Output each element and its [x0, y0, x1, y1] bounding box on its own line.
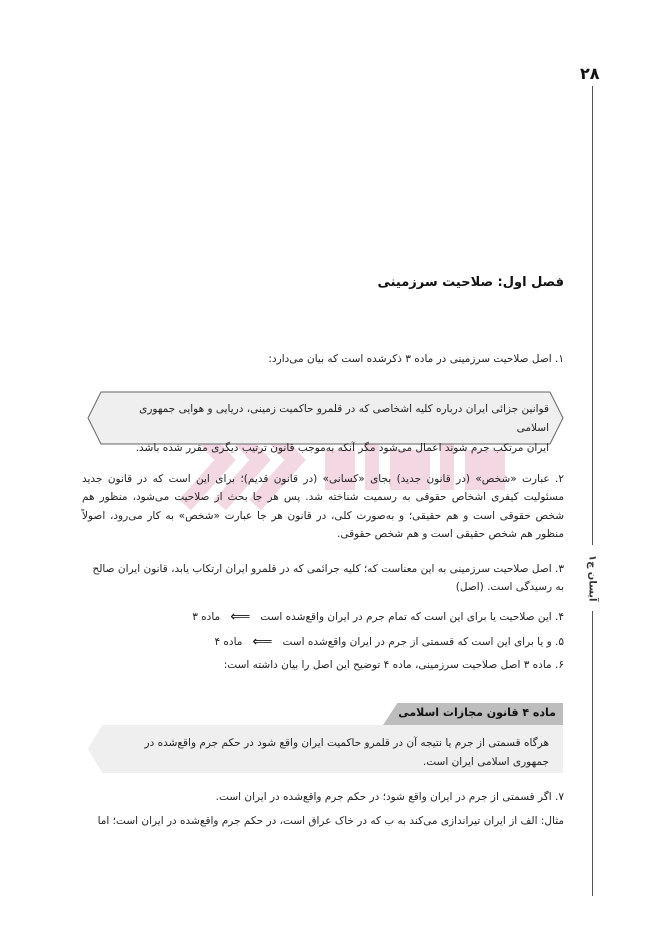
article-title: ماده ۴ قانون مجازات اسلامی [398, 706, 556, 719]
paragraph-5 [214, 630, 564, 655]
paragraph-5-text: ۵. و یا برای این است که قسمتی از جرم در ایران واقع‌شده است [282, 636, 564, 649]
article-text-line-1: هرگاه قسمتی از جرم یا نتیجه آن در قلمرو حاکمیت ایران واقع شود در حکم جرم واقع‌شده در [144, 737, 549, 749]
arrow-left-icon: ⟸ [252, 634, 273, 650]
paragraph-1: ۱. اصل صلاحیت سرزمینی در ماده ۳ ذکرشده است که بیان می‌دارد: [268, 353, 564, 365]
paragraph-4-text: ۴. این صلاحیت یا برای این است که تمام جرم در ایران واقع‌شده است [260, 611, 564, 624]
article-text-line-2: جمهوری اسلامی ایران است. [422, 756, 549, 769]
paragraph-5-ref: ماده ۴ [214, 636, 243, 649]
article-text [109, 734, 549, 773]
law-quote-line-1: قوانین جزائی ایران درباره کلیه اشخاصی که در قلمرو حاکمیت زمینی، دریایی و هوایی جمهوری اسلامی [139, 403, 549, 435]
paragraph-3: ۳. اصل صلاحیت سرزمینی به این معناست که؛ کلیه جرائمی که در قلمرو ایران ارتکاب یابد، قانون ایران صالح به رسیدگی است. (اصل) [92, 563, 564, 594]
paragraph-4 [192, 605, 564, 630]
page-number: ۲۸ [580, 64, 600, 83]
paragraph-7: ۷. اگر قسمتی از جرم در ایران واقع شود؛ در حکم جرم واقع‌شده در ایران است. [215, 791, 564, 803]
chapter-title: فصل اول: صلاحیت سرزمینی [377, 275, 564, 290]
arrow-left-icon: ⟸ [230, 609, 251, 625]
side-chapter-label [583, 545, 601, 611]
paragraph-2: ۲. عبارت «شخص» (در قانون جدید) بجای «کسانی» (در قانون قدیم)؛ برای این است که در قانون جدید مسئولیت کیفری اشخاص حقوقی به رسمیت شناخته شد. پس هر جا بحث از صلاحیت می‌شود، منظور هم شخص حقوقی است و هم حقیقی؛ و به‌صورت کلی، در قانون هر جا عبارت «شخص» به کار می‌رود، اصولاً منظور هم شخص حقیقی است و هم شخص حقوقی. [82, 473, 564, 541]
law-quote-line-2: ایران مرتکب جرم شوند اعمال می‌شود مگر آنکه به‌موجب قانون ترتیب دیگری مقرر شده باشد. [135, 441, 549, 454]
paragraph-4-ref: ماده ۳ [192, 611, 221, 624]
law-quote [119, 400, 549, 458]
side-rule [592, 86, 593, 896]
paragraph-6: ۶. ماده ۳ اصل صلاحیت سرزمینی، ماده ۴ توضیح این اصل را بیان داشته است: [223, 659, 564, 671]
example-paragraph: مثال: الف از ایران تیراندازی می‌کند به ب که در خاک عراق است، در حکم جرم واقع‌شده در ایران است؛ اما [97, 815, 564, 827]
side-chapter-label-text: آیسان چ۱ [586, 554, 598, 602]
